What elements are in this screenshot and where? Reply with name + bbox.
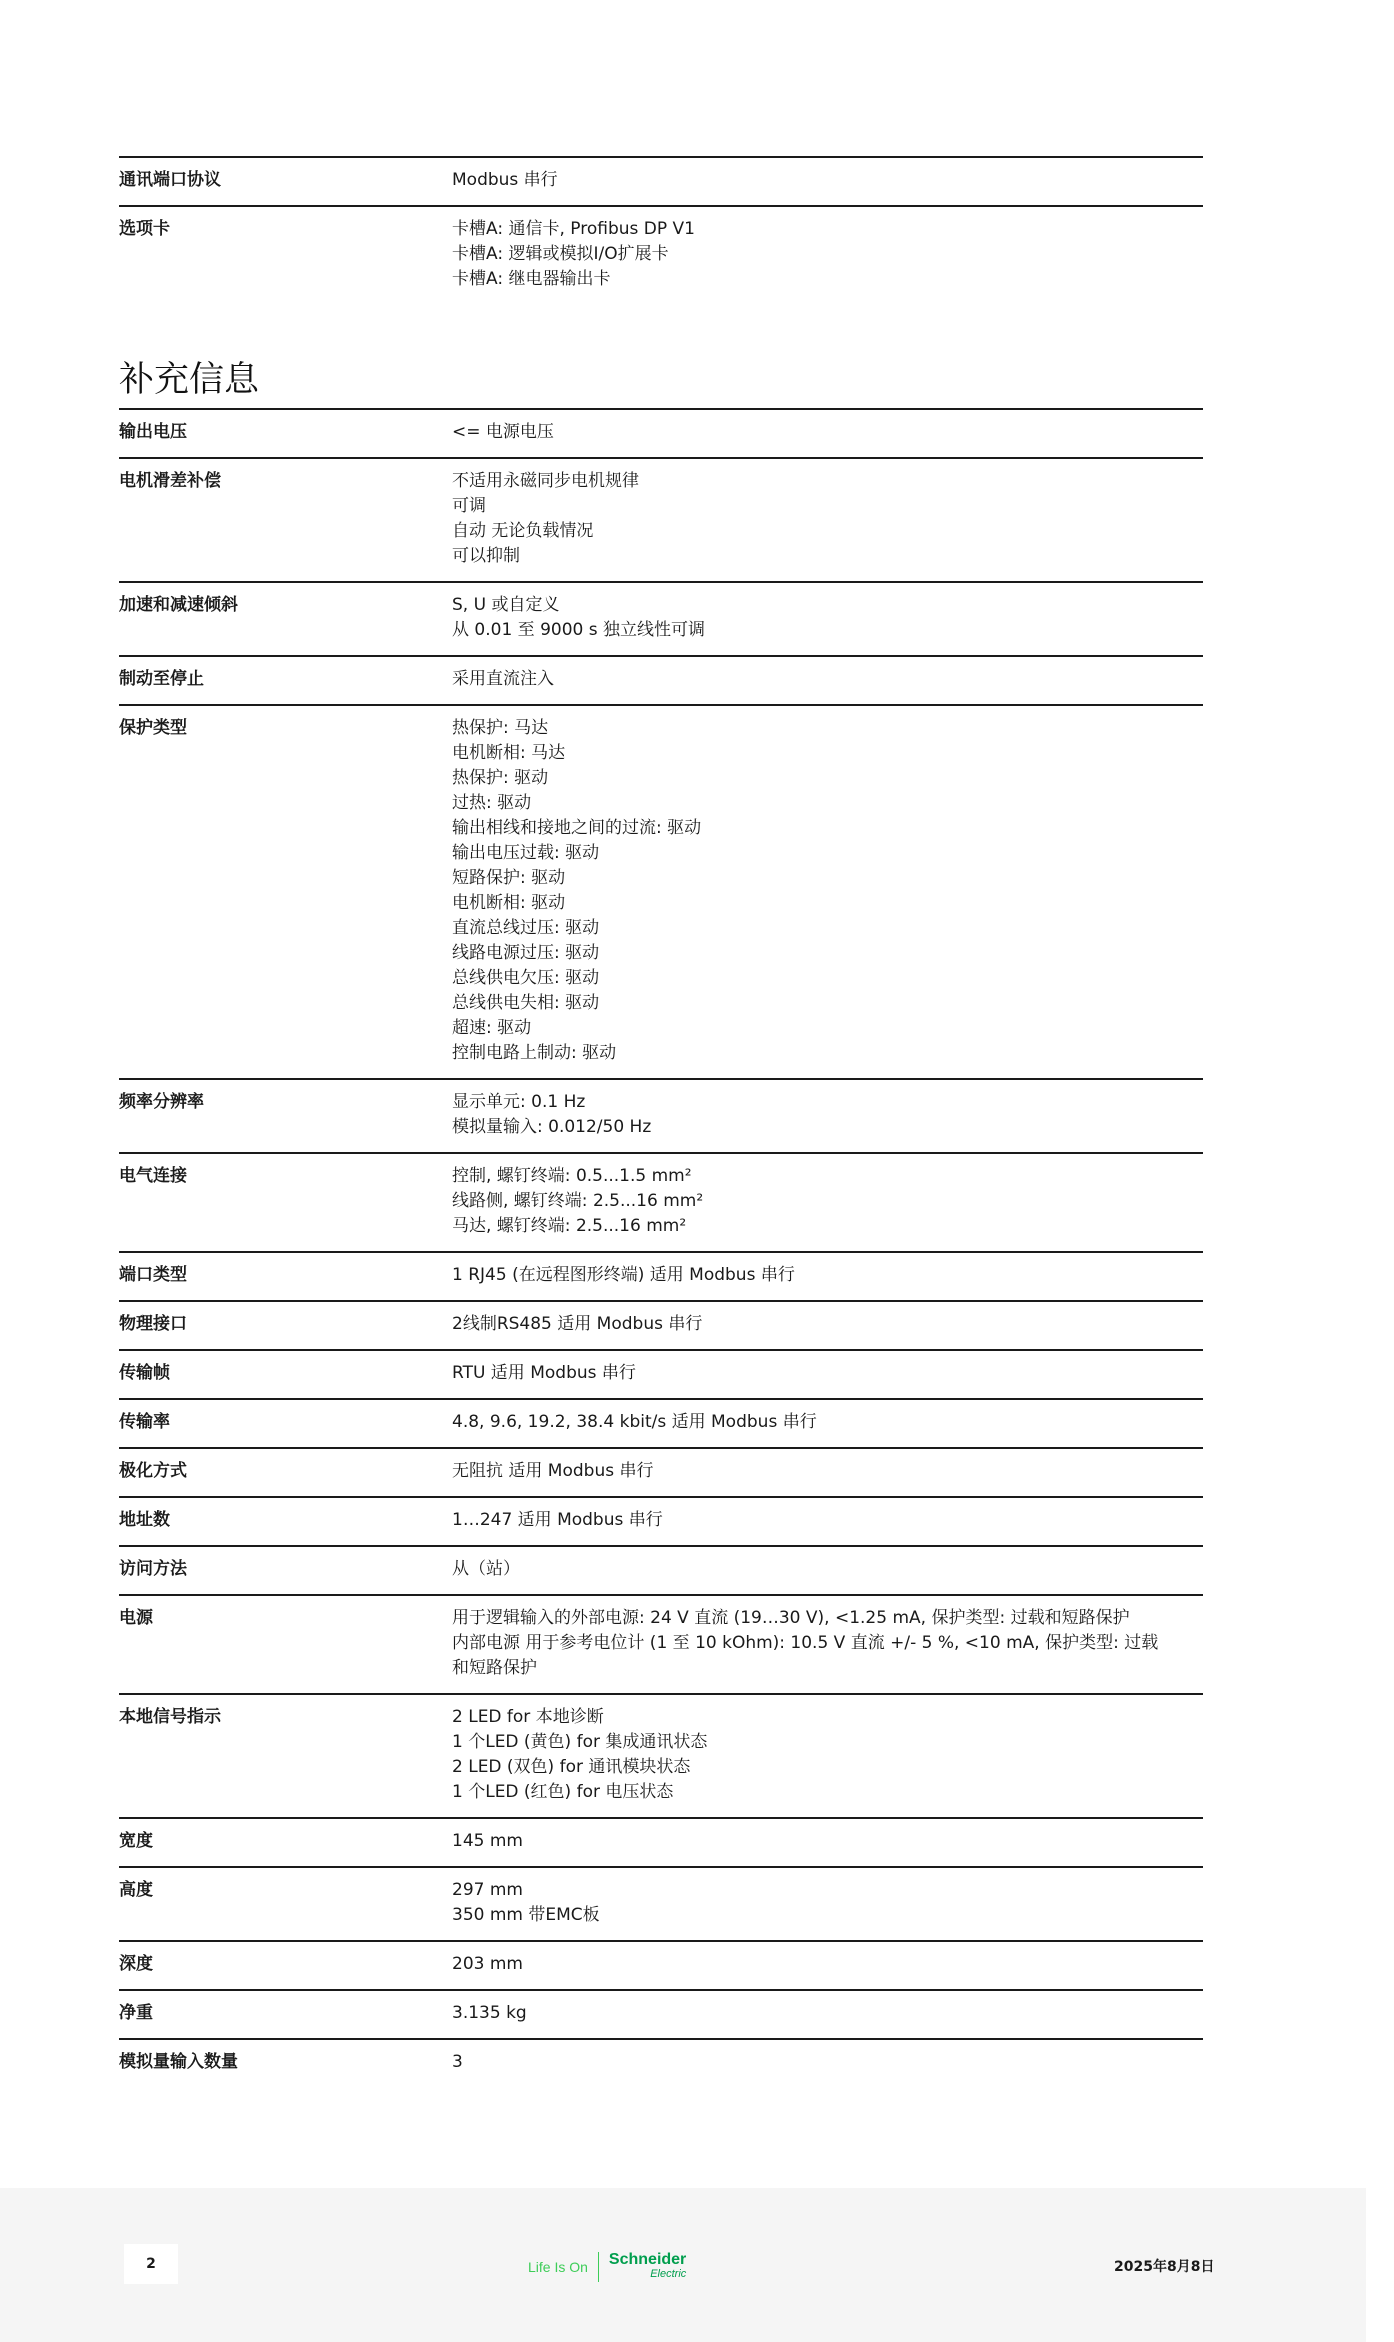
spec-value-line: 短路保护: 驱动 bbox=[452, 868, 566, 888]
spec-value bbox=[452, 1459, 1203, 1484]
schneider-logo bbox=[609, 2253, 686, 2281]
spec-label: 地址数 bbox=[119, 1510, 170, 1530]
spec-value-line: 电机断相: 驱动 bbox=[452, 893, 566, 913]
spec-value-line: 马达, 螺钉终端: 2.5...16 mm² bbox=[452, 1216, 687, 1236]
brand-logo bbox=[528, 2250, 686, 2284]
spec-content bbox=[119, 156, 1203, 2087]
spec-label: 传输帧 bbox=[119, 1363, 170, 1383]
brand-subname: Electric bbox=[650, 2268, 687, 2280]
spec-value-line: RTU 适用 Modbus 串行 bbox=[452, 1363, 636, 1383]
spec-value-line: 1 RJ45 (在远程图形终端) 适用 Modbus 串行 bbox=[452, 1265, 795, 1285]
spec-row bbox=[119, 1152, 1203, 1251]
spec-row bbox=[119, 1447, 1203, 1496]
spec-value-line: 输出电压过载: 驱动 bbox=[452, 843, 600, 863]
spec-label: 深度 bbox=[119, 1954, 153, 1974]
spec-value-line: 采用直流注入 bbox=[452, 669, 554, 689]
spec-value-line: 过热: 驱动 bbox=[452, 793, 532, 813]
spec-row bbox=[119, 1866, 1203, 1940]
spec-value-line: 1 个LED (黄色) for 集成通讯状态 bbox=[452, 1732, 708, 1752]
spec-label: 保护类型 bbox=[119, 718, 187, 738]
spec-value bbox=[452, 1952, 1203, 1977]
spec-label: 制动至停止 bbox=[119, 669, 204, 689]
spec-value bbox=[452, 1312, 1203, 1337]
spec-label: 端口类型 bbox=[119, 1265, 187, 1285]
spec-value-line: 不适用永磁同步电机规律 bbox=[452, 471, 639, 491]
spec-row bbox=[119, 1078, 1203, 1152]
spec-row bbox=[119, 1693, 1203, 1817]
section-title: 补充信息 bbox=[119, 360, 260, 400]
spec-value bbox=[452, 1829, 1203, 1854]
brand-divider bbox=[598, 2252, 599, 2282]
spec-label: 极化方式 bbox=[119, 1461, 187, 1481]
spec-label: 选项卡 bbox=[119, 219, 170, 239]
spec-value-line: Modbus 串行 bbox=[452, 170, 558, 190]
spec-label: 物理接口 bbox=[119, 1314, 187, 1334]
document-date: 2025年8月8日 bbox=[1114, 2259, 1215, 2275]
spec-row bbox=[119, 1349, 1203, 1398]
spec-value bbox=[452, 1508, 1203, 1533]
spec-label: 电机滑差补偿 bbox=[119, 471, 221, 491]
spec-value bbox=[452, 1878, 1203, 1928]
spec-value-line: 可调 bbox=[452, 496, 486, 516]
spec-row bbox=[119, 457, 1203, 581]
spec-value-line: 297 mm bbox=[452, 1880, 523, 1900]
spec-value-line: 4.8, 9.6, 19.2, 38.4 kbit/s 适用 Modbus 串行 bbox=[452, 1412, 817, 1432]
spec-row bbox=[119, 1817, 1203, 1866]
spec-value-line: 线路电源过压: 驱动 bbox=[452, 943, 600, 963]
spec-value bbox=[452, 1410, 1203, 1435]
spec-value bbox=[452, 667, 1203, 692]
spec-row bbox=[119, 408, 1203, 457]
spec-value-line: 电机断相: 马达 bbox=[452, 743, 566, 763]
brand-name: Schneider bbox=[608, 2251, 687, 2268]
spec-value bbox=[452, 217, 1203, 292]
spec-row bbox=[119, 655, 1203, 704]
spec-value-line: S, U 或自定义 bbox=[452, 595, 560, 615]
spec-label: 宽度 bbox=[119, 1831, 153, 1851]
brand-tagline: Life Is On bbox=[528, 2259, 588, 2275]
spec-value-line: 控制, 螺钉终端: 0.5...1.5 mm² bbox=[452, 1166, 692, 1186]
spec-value-line: 卡槽A: 通信卡, Profibus DP V1 bbox=[452, 219, 695, 239]
spec-value-line: 从（站） bbox=[452, 1559, 520, 1579]
spec-value bbox=[452, 420, 1203, 445]
spec-label: 传输率 bbox=[119, 1412, 170, 1432]
spec-value-line: 显示单元: 0.1 Hz bbox=[452, 1092, 586, 1112]
spec-value-line: 直流总线过压: 驱动 bbox=[452, 918, 600, 938]
spec-value-line: 输出相线和接地之间的过流: 驱动 bbox=[452, 818, 702, 838]
spec-row bbox=[119, 1989, 1203, 2038]
spec-value-line: 线路侧, 螺钉终端: 2.5...16 mm² bbox=[452, 1191, 704, 1211]
spec-value bbox=[452, 593, 1203, 643]
spec-value-line: 自动 无论负载情况 bbox=[452, 521, 594, 541]
spec-row bbox=[119, 1496, 1203, 1545]
spec-value bbox=[452, 716, 1203, 1066]
spec-value-line: 从 0.01 至 9000 s 独立线性可调 bbox=[452, 620, 705, 640]
spec-value-line: 内部电源 用于参考电位计 (1 至 10 kOhm): 10.5 V 直流 +/- 5 %, <10 mA, 保护类型: 过载和短路保护 bbox=[452, 1633, 1159, 1678]
spec-row bbox=[119, 205, 1203, 304]
spec-label: 模拟量输入数量 bbox=[119, 2052, 238, 2072]
spec-row bbox=[119, 1594, 1203, 1693]
spec-label: 净重 bbox=[119, 2003, 153, 2023]
spec-value-line: 1…247 适用 Modbus 串行 bbox=[452, 1510, 663, 1530]
spec-row bbox=[119, 1251, 1203, 1300]
spec-value-line: 3.135 kg bbox=[452, 2003, 527, 2023]
spec-value-line: 热保护: 驱动 bbox=[452, 768, 549, 788]
spec-value-line: <= 电源电压 bbox=[452, 422, 554, 442]
spec-value-line: 2 LED for 本地诊断 bbox=[452, 1707, 604, 1727]
spec-value-line: 350 mm 带EMC板 bbox=[452, 1905, 600, 1925]
spec-value-line: 模拟量输入: 0.012/50 Hz bbox=[452, 1117, 652, 1137]
spec-value-line: 203 mm bbox=[452, 1954, 523, 1974]
spec-value bbox=[452, 1263, 1203, 1288]
spec-row bbox=[119, 2038, 1203, 2087]
spec-value-line: 可以抑制 bbox=[452, 546, 520, 566]
spec-value-line: 145 mm bbox=[452, 1831, 523, 1851]
spec-value-line: 超速: 驱动 bbox=[452, 1018, 532, 1038]
spec-value bbox=[452, 469, 1203, 569]
spec-label: 访问方法 bbox=[119, 1559, 187, 1579]
spec-table-main bbox=[119, 408, 1203, 2087]
spec-value-line: 热保护: 马达 bbox=[452, 718, 549, 738]
spec-value-line: 卡槽A: 逻辑或模拟I/O扩展卡 bbox=[452, 244, 669, 264]
spec-row bbox=[119, 704, 1203, 1078]
spec-value-line: 用于逻辑输入的外部电源: 24 V 直流 (19…30 V), <1.25 mA, 保护类型: 过载和短路保护 bbox=[452, 1608, 1130, 1628]
spec-label: 加速和减速倾斜 bbox=[119, 595, 238, 615]
spec-row bbox=[119, 1300, 1203, 1349]
spec-table-top bbox=[119, 156, 1203, 304]
spec-value bbox=[452, 2050, 1203, 2075]
spec-row bbox=[119, 1940, 1203, 1989]
spec-label: 通讯端口协议 bbox=[119, 170, 221, 190]
spec-value-line: 总线供电欠压: 驱动 bbox=[452, 968, 600, 988]
spec-label: 频率分辨率 bbox=[119, 1092, 204, 1112]
spec-value-line: 3 bbox=[452, 2052, 463, 2072]
spec-value bbox=[452, 2001, 1203, 2026]
spec-label: 本地信号指示 bbox=[119, 1707, 221, 1727]
spec-value bbox=[452, 168, 1203, 193]
spec-value-line: 控制电路上制动: 驱动 bbox=[452, 1043, 617, 1063]
spec-value bbox=[452, 1557, 1203, 1582]
spec-value bbox=[452, 1361, 1203, 1386]
spec-value bbox=[452, 1606, 1203, 1681]
spec-row bbox=[119, 581, 1203, 655]
spec-row bbox=[119, 1545, 1203, 1594]
spec-label: 输出电压 bbox=[119, 422, 187, 442]
spec-row bbox=[119, 156, 1203, 205]
page-number: 2 bbox=[124, 2244, 178, 2284]
spec-value-line: 2 LED (双色) for 通讯模块状态 bbox=[452, 1757, 691, 1777]
spec-label: 高度 bbox=[119, 1880, 153, 1900]
spec-value-line: 总线供电失相: 驱动 bbox=[452, 993, 600, 1013]
spec-label: 电源 bbox=[119, 1608, 153, 1628]
spec-label: 电气连接 bbox=[119, 1166, 187, 1186]
spec-value bbox=[452, 1090, 1203, 1140]
spec-row bbox=[119, 1398, 1203, 1447]
spec-value-line: 2线制RS485 适用 Modbus 串行 bbox=[452, 1314, 703, 1334]
spec-value bbox=[452, 1705, 1203, 1805]
spec-value bbox=[452, 1164, 1203, 1239]
spec-value-line: 卡槽A: 继电器输出卡 bbox=[452, 269, 611, 289]
spec-value-line: 无阻抗 适用 Modbus 串行 bbox=[452, 1461, 654, 1481]
spec-value-line: 1 个LED (红色) for 电压状态 bbox=[452, 1782, 674, 1802]
